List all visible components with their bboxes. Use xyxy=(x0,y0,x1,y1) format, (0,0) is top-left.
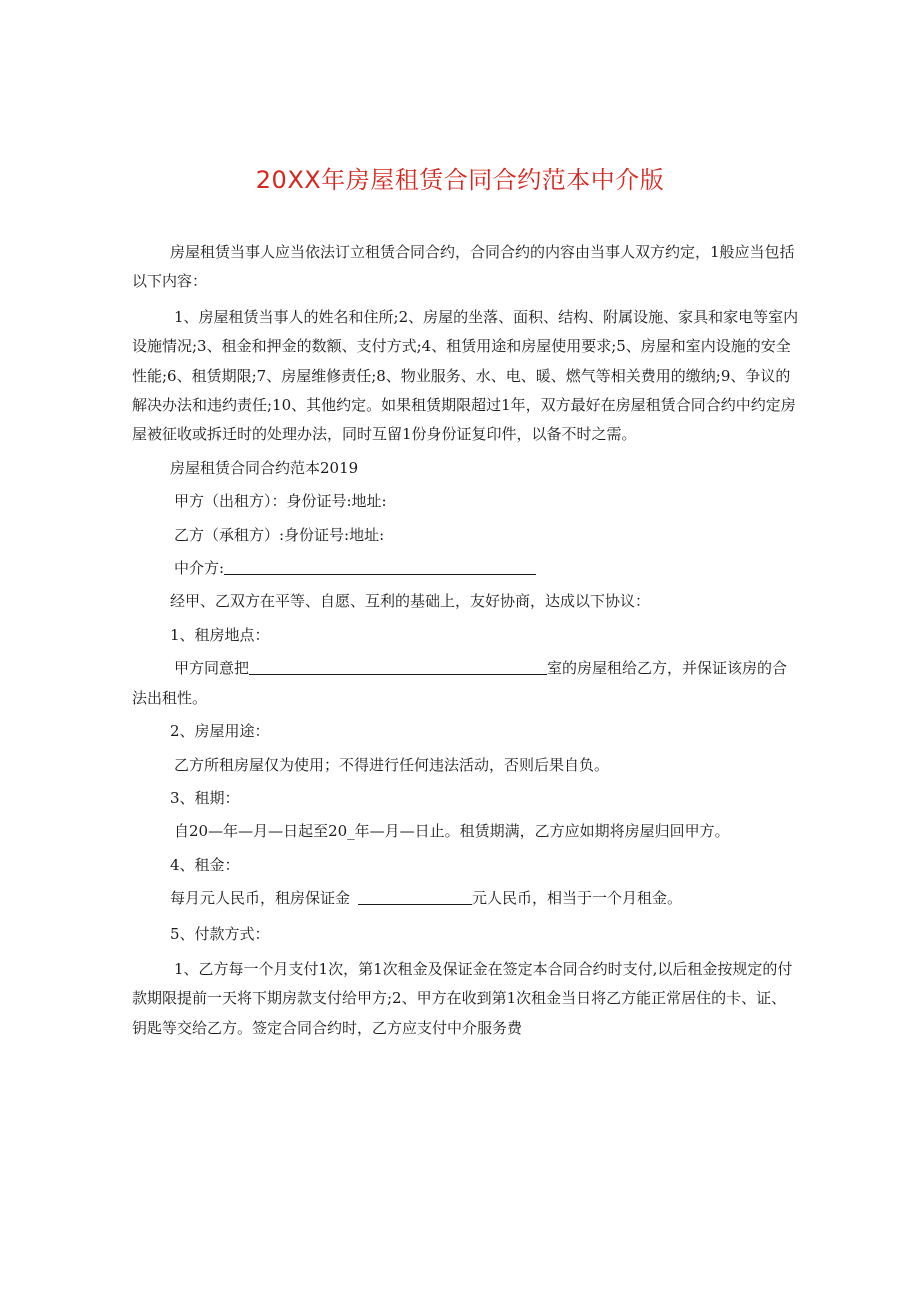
party-b-line: 乙方（承租方）:身份证号:地址: xyxy=(174,525,385,544)
agent-blank xyxy=(224,556,536,575)
section-1-prefix: 甲方同意把 xyxy=(174,659,250,678)
intro-paragraph: 房屋租赁当事人应当依法订立租赁合同合约，合同合约的内容由当事人双方约定，1般应当包括以下内容： xyxy=(132,243,795,291)
section-2-body: 乙方所租房屋仅为使用；不得进行任何违法活动，否则后果自负。 xyxy=(174,755,610,774)
party-a-line: 甲方（出租方）：身份证号:地址: xyxy=(174,492,387,511)
section-1-heading: 1、租房地点： xyxy=(170,625,270,644)
deposit-blank xyxy=(358,886,472,905)
section-4-body xyxy=(132,884,800,913)
agent-label: 中介方: xyxy=(174,559,225,578)
section-4-prefix: 每月元人民币，租房保证金 xyxy=(170,889,351,908)
section-1-suffix: 室的房屋租给乙方，并保证该房的合法出租性。 xyxy=(132,659,788,707)
section-3-heading: 3、租期： xyxy=(170,788,240,807)
section-4-heading: 4、租金： xyxy=(170,855,240,874)
document-body xyxy=(132,238,800,1043)
section-1-body xyxy=(132,654,800,713)
section-2-heading: 2、房屋用途： xyxy=(170,722,270,741)
section-4-suffix: 元人民币，相当于一个月租金。 xyxy=(472,889,683,908)
section-5-heading: 5、付款方式： xyxy=(170,924,270,943)
contract-title: 房屋租赁合同合约范本2019 xyxy=(170,458,359,477)
section-3-body: 自20—年—月—日起至20_年—月—日止。租赁期满，乙方应如期将房屋归回甲方。 xyxy=(174,822,730,841)
agreement-line: 经甲、乙双方在平等、自愿、互利的基础上，友好协商，达成以下协议： xyxy=(170,592,651,611)
items-paragraph: 1、房屋租赁当事人的姓名和住所;2、房屋的坐落、面积、结构、附属设施、家具和家电等室内设施情况;3、租金和押金的数额、支付方式;4、租赁用途和房屋使用要求;5、房屋和室内设施的安全性能;6、租赁期限;7、房屋维修责任;8、物业服务、水、电、暖、燃气等相关费用的缴纳;9、争议的解决办法和违约责任;10、其他约定。如果租赁期限超过1年，双方最好在房屋租赁合同合约中约定房屋被征收或拆迁时的处理办法，同时互留1份身份证复印件，以备不时之需。 xyxy=(132,307,799,444)
document-title: 20XX年房屋租赁合同合约范本中介版 xyxy=(255,166,665,194)
agent-line xyxy=(132,554,800,583)
section-5-body: 1、乙方每一个月支付1次，第1次租金及保证金在签定本合同合约时支付,以后租金按规定的付款期限提前一天将下期房款支付给甲方;2、甲方在收到第1次租金当日将乙方能正常居住的卡、证、钥匙等交给乙方。签定合同合约时，乙方应支付中介服务费 xyxy=(132,959,793,1037)
room-blank xyxy=(249,656,547,675)
